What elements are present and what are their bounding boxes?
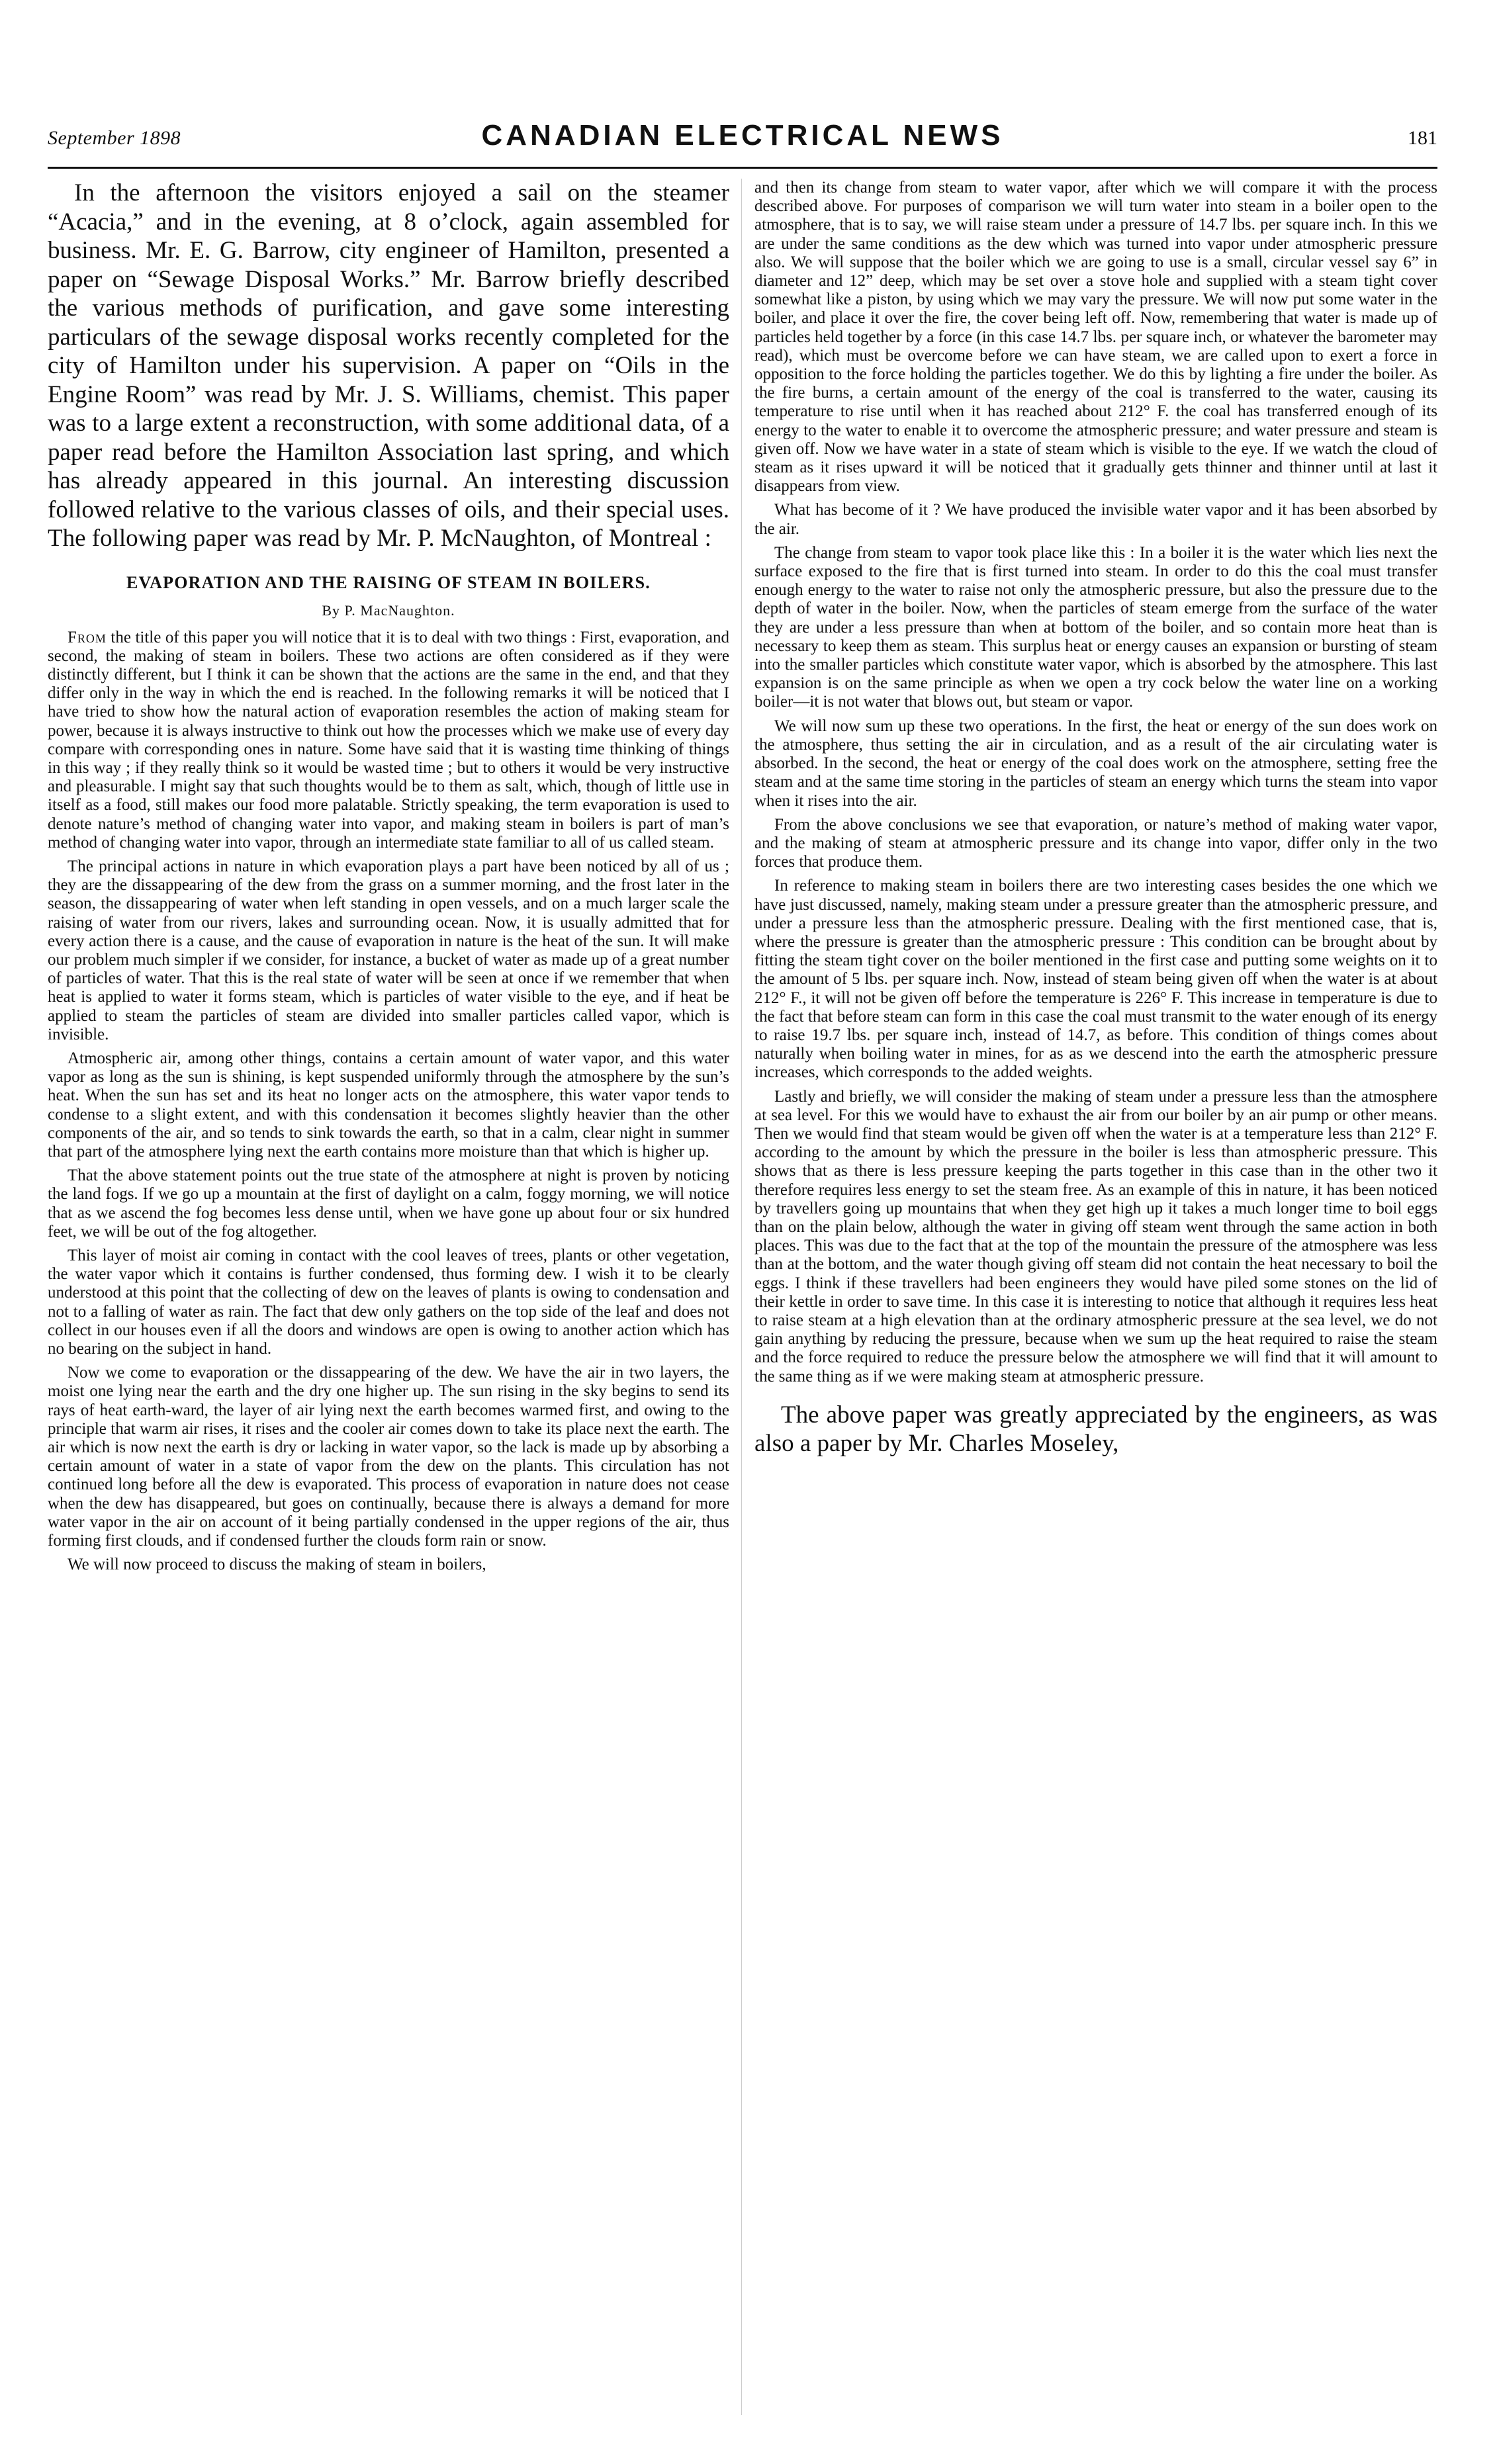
- issue-date: September 1898: [48, 127, 181, 149]
- paragraph-text: the title of this paper you will notice that it is to deal with two things : First, evaporation, and second, the making of steam in boilers. These two actions are often considered as if they were distinctly different, but I think it can be shown that the actions are the same in the end, and that they differ only in the way in which the end is reached. In the following remarks it will be noticed that I have tried to show how the natural action of evaporation resembles the action of making steam for power, because it is always instructive to think out how the processes which we make use of every day compare with corresponding ones in nature. Some have said that it is wasting time thinking of things in this way ; if they really think so it would be wasted time ; but to others it would be very instructive and pleasurable. I might say that such thoughts would be to them as salt, which, though of little use in itself as a food, still makes our food more palatable. Strictly speaking, the term evaporation is used to denote nature’s method of changing water into vapor, and making steam in boilers is part of man’s method of changing water into vapor, through an intermediate state familiar to all of us called steam.: [48, 628, 729, 852]
- article-paragraph: From the above conclusions we see that evaporation, or nature’s method of making water vapor, and the making of steam at atmospheric pressure and its change into vapor, differ only in the two forces that produce them.: [754, 815, 1437, 871]
- article-paragraph: That the above statement points out the true state of the atmosphere at night is proven by noticing the land fogs. If we go up a mountain at the first of daylight on a calm, foggy morning, we will notice that as we ascend the fog becomes less dense until, when we have gone up about four or six hundred feet, we will be out of the fog altogether.: [48, 1166, 729, 1241]
- header-rule: [48, 167, 1437, 169]
- lead-paragraph: In the afternoon the visitors enjoyed a sail on the steamer “Acacia,” and in the evening, at 8 o’clock, again assembled for business. Mr. E. G. Barrow, city engineer of Hamilton, presented a paper on “Sewage Disposal Works.” Mr. Barrow briefly described the various methods of purification, and gave some interesting particulars of the sewage disposal works recently completed for the city of Hamilton under his supervision. A paper on “Oils in the Engine Room” was read by Mr. J. S. Williams, chemist. This paper was to a large extent a reconstruction, with some additional data, of a paper read before the Hamilton Association last spring, and which has already appeared in this journal. An interesting discussion followed relative to the various classes of oils, and their special uses. The following paper was read by Mr. P. McNaughton, of Montreal :: [48, 179, 729, 552]
- article-paragraph: Now we come to evaporation or the dissappearing of the dew. We have the air in two layers, the moist one lying near the earth and the dry one higher up. The sun rising in the sky begins to send its rays of heat earth-ward, the layer of air lying next the earth becomes warmed first, and owing to the principle that warm air rises, it rises and the cooler air comes down to take its place next the earth. The air which is now next the earth is dry or lacking in water vapor, so the lack is made up by absorbing a certain amount of water in a state of vapor from the dew on the plants. This circulation has not continued long before all the dew is evaporated. This process of evaporation in nature does not cease when the dew has disappeared, but goes on continually, because there is always a demand for more water vapor in the air on account of it being partially condensed in the upper regions of the air, thus forming first clouds, and if condensed further the clouds form rain or snow.: [48, 1364, 729, 1550]
- page-number: 181: [1408, 127, 1437, 149]
- article-paragraph: We will now sum up these two operations. In the first, the heat or energy of the sun does work on the atmosphere, thus setting the air in circulation, and as a result of the air circulating water is absorbed. In the second, the heat or energy of the coal does work on the atmosphere, setting free the steam and at the same time storing in the particles of steam an energy which turns the steam into vapor when it rises into the air.: [754, 717, 1437, 810]
- article-paragraph: and then its change from steam to water vapor, after which we will compare it with the process described above. For purposes of comparison we will turn water into steam in a boiler open to the atmosphere, that is to say, we will raise steam under a pressure of 14.7 lbs. per square inch. In this we are under the same conditions as the dew which was turned into vapor under atmospheric pressure also. We will suppose that the boiler which we are going to use is a small, circular vessel say 6” in diameter and 12” deep, which may be set over a stove hole and supplied with a steam tight cover somewhat like a piston, by using which we may vary the pressure. We will now put some water in the boiler, and place it over the fire, the cover being left off. Now, remembering that water is made up of particles held together by a force (in this case 14.7 lbs. per square inch, or whatever the barometer may read), which must be overcome before we can have steam, we are called upon to exert a force in opposition to the force holding the particles together. We do this by lighting a fire under the boiler. As the fire burns, a certain amount of the energy of the coal is transferred to the water, causing its temperature to rise until when it has reached about 212° F. the coal has transferred enough of its energy to the water to enable it to overcome the atmospheric pressure; and water pressure and steam is given off. Now we have water in a state of steam which is visible to the eye. If we watch the cloud of steam as it rises upward it will be noticed that it gradually gets thinner and thinner until at last it disappears from view.: [754, 179, 1437, 496]
- right-column: [754, 179, 1437, 2428]
- article-paragraph: The principal actions in nature in which evaporation plays a part have been noticed by all of us ; they are the dissappearing of the dew from the grass on a summer morning, and the frost later in the season, the dissappearing of water when left standing in open vessels, and on a much larger scale the raising of water from our rivers, lakes and surrounding ocean. Now, it is usually admitted that for every action there is a cause, and the cause of evaporation in nature is the heat of the sun. It will make our problem much simpler if we consider, for instance, a bucket of water as made up of a great number of particles of water. That this is the real state of water will be seen at once if we remember that when heat is applied to water it forms steam, which is particles of water visible to the eye, and if heat be applied to steam the particles of steam are divided into smaller particles called vapor, which is invisible.: [48, 857, 729, 1043]
- article-paragraph: The change from steam to vapor took place like this : In a boiler it is the water which lies next the surface exposed to the fire that is first turned into steam. In order to do this the coal must transfer enough energy to the water to raise not only the atmospheric pressure, but also the pressure due to the depth of water in the boiler. Now, when the particles of steam emerge from the surface of the water they are under a less pressure than when at bottom of the boiler, and so contain more heat than is necessary to keep them as steam. This surplus heat or energy causes an expansion or bursting of steam into the smaller particles which constitute water vapor, which is absorbed by the atmosphere. This last expansion is on the same principle as when we open a try cock below the water line on a working boiler—it is not water that blows out, but steam or vapor.: [754, 543, 1437, 711]
- page-header: [48, 119, 1437, 165]
- article-paragraph: What has become of it ? We have produced the invisible water vapor and it has been absorbed by the air.: [754, 501, 1437, 538]
- article-paragraph: We will now proceed to discuss the making of steam in boilers,: [68, 1556, 486, 1574]
- left-column: [48, 179, 729, 2428]
- closing-paragraph: The above paper was greatly appreciated by the engineers, as was also a paper by Mr. Charles Moseley,: [754, 1401, 1437, 1458]
- publication-title: CANADIAN ELECTRICAL NEWS: [481, 119, 1004, 152]
- article-paragraph: [48, 629, 729, 852]
- article-paragraph: This layer of moist air coming in contact with the cool leaves of trees, plants or other vegetation, the water vapor which it contains is further condensed, thus forming dew. I wish it to be clearly understood at this point that the collecting of dew on the leaves of plants is owing to condensation and not to a falling of water as rain. The fact that dew only gathers on the top side of the leaf and does not collect in our houses even if all the doors and windows are open is owing to another action which has no bearing on the subject in hand.: [48, 1247, 729, 1358]
- article-title: EVAPORATION AND THE RAISING OF STEAM IN BOILERS.: [126, 572, 651, 592]
- article-paragraph: In reference to making steam in boilers there are two interesting cases besides the one which we have just discussed, namely, making steam under a pressure greater than the atmospheric pressure, and under a pressure less than the atmospheric pressure. Dealing with the first mentioned case, that is, where the pressure is greater than the atmospheric pressure : This condition can be brought about by fitting the steam tight cover on the boiler mentioned in the first case and putting some weights on it to the amount of 5 lbs. per square inch. Now, instead of steam being given off when the water is at about 212° F., it will not be given off before the temperature is 226° F. This increase in temperature is due to the fact that before steam can form in this case the coal must transmit to the water enough of its energy to raise 19.7 lbs. per square inch, instead of 14.7, as before. This condition of things comes about naturally when boiling water in mines, for as as we descend into the earth the atmospheric pressure increases, which corresponds to the added weights.: [754, 877, 1437, 1082]
- column-divider: [741, 179, 742, 2415]
- article-byline: By P. MacNaughton.: [322, 601, 455, 619]
- article-paragraph: Atmospheric air, among other things, contains a certain amount of water vapor, and this water vapor as long as the sun is shining, is kept suspended uniformly through the atmosphere by the sun’s heat. When the sun has set and its heat no longer acts on the atmosphere, this water vapor tends to condense to a slight extent, and with this condensation it becomes slightly heavier than the other components of the air, and so tends to sink towards the earth, so that in a calm, clear night in summer that part of the atmosphere lying next the earth contains more moisture than that which is higher up.: [48, 1049, 729, 1161]
- first-word: From: [68, 628, 107, 646]
- article-paragraph: Lastly and briefly, we will consider the making of steam under a pressure less than the atmosphere at sea level. For this we would have to exhaust the air from our boiler by an air pump or other means. Then we would find that steam would be given off when the water is at a temperature less than 212° F. according to the amount by which the pressure in the boiler is less than atmospheric pressure. This shows that as there is less pressure keeping the parts together in this case than in the other two it therefore requires less energy to set the steam free. As an example of this in nature, it has been noticed by travellers going up mountains that when they get high up it takes a much longer time to boil eggs than on the plain below, although the water in giving off steam went through the same action in both places. This was due to the fact that at the top of the mountain the pressure of the atmosphere was less than at the bottom, and the water though giving off steam did not contain the heat necessary to boil the eggs. I think if these travellers had been engineers they would have piled some stones on the lid of their kettle in order to save time. In this case it is interesting to notice that although it requires less heat to raise steam at a high elevation than at the ordinary atmospheric pressure at the sea level, we do not gain anything by reducing the pressure, because when we sum up the heat required to raise the steam and the force required to reduce the pressure below the atmosphere we will find that it will amount to the same thing as if we were making steam at atmospheric pressure.: [754, 1087, 1437, 1386]
